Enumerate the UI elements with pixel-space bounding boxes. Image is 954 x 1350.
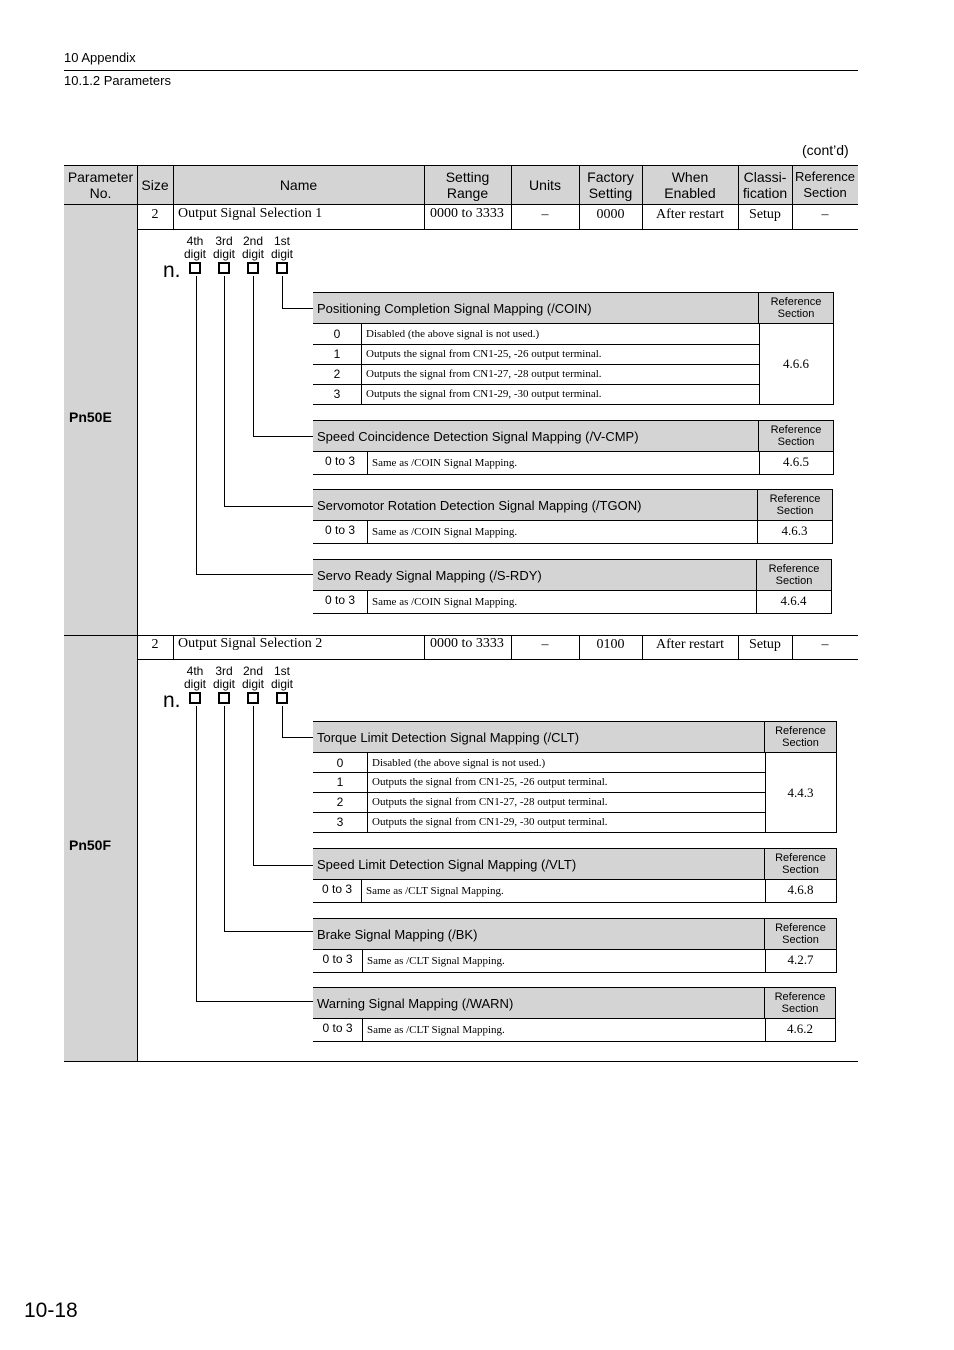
col-when <box>642 165 738 205</box>
param-id-pn50f: Pn50F <box>69 837 112 853</box>
mapping-value: 0 to 3 <box>322 952 353 966</box>
mapping-value: 0 <box>333 327 341 341</box>
mapping-title: Warning Signal Mapping (/WARN) <box>313 987 765 1019</box>
mapping-desc: Same as /COIN Signal Mapping. <box>372 457 518 469</box>
row-divider <box>367 753 368 832</box>
col-param-no-line2: No. <box>89 185 112 201</box>
digit-label-2nd: 2nd digit <box>241 664 264 691</box>
digit-connector <box>224 931 313 932</box>
chapter-header: 10 Appendix <box>64 50 136 65</box>
col-reference-line2: Section <box>803 185 847 200</box>
mapping-title: Speed Coincidence Detection Signal Mapping (/V-CMP) <box>313 420 759 452</box>
digit-connector <box>196 706 197 1001</box>
col-param-no <box>64 165 137 205</box>
row-divider <box>835 1019 836 1041</box>
digit-label-4th: 4th digit <box>183 234 206 261</box>
mapping-desc: Same as /CLT Signal Mapping. <box>367 1024 505 1036</box>
mapping-desc: Outputs the signal from CN1-29, -30 output terminal. <box>366 388 602 400</box>
digit-connector <box>253 436 313 437</box>
row-divider <box>362 950 363 972</box>
mapping-value: 3 <box>333 387 341 401</box>
row-divider <box>173 635 174 659</box>
mapping-title: Servomotor Rotation Detection Signal Mapping (/TGON) <box>313 489 759 521</box>
mapping-ref: 4.6.3 <box>781 523 808 538</box>
reference-section-header: Reference Section <box>758 420 834 452</box>
row-divider <box>313 613 832 614</box>
digit-connector <box>196 1001 313 1002</box>
digit-connector <box>224 506 313 507</box>
pn50e-size: 2 <box>151 207 159 222</box>
pn50f-classification: Setup <box>749 637 781 652</box>
row-divider <box>367 591 368 613</box>
digit-label-2nd: 2nd digit <box>241 234 264 261</box>
reference-section-header: Reference Section <box>757 489 833 521</box>
mapping-value: 2 <box>336 795 344 809</box>
mapping-value: 0 to 3 <box>321 882 353 896</box>
row-divider <box>367 452 368 474</box>
mapping-value: 1 <box>336 775 344 789</box>
continued-label: (cont’d) <box>802 142 849 158</box>
mapping-value: 0 to 3 <box>324 454 356 468</box>
row-divider <box>367 521 368 543</box>
mapping-ref: 4.6.4 <box>780 593 807 608</box>
table-divider <box>511 165 512 205</box>
mapping-ref: 4.6.2 <box>787 1021 813 1036</box>
mapping-desc: Disabled (the above signal is not used.) <box>366 328 540 340</box>
mapping-value: 1 <box>333 347 341 361</box>
col-param-no-line1: Parameter <box>67 169 134 185</box>
digit-connector <box>253 276 254 436</box>
digit-connector <box>282 737 313 738</box>
col-factory-line1: Factory <box>587 169 634 185</box>
mapping-desc: Same as /COIN Signal Mapping. <box>372 526 518 538</box>
digit-connector <box>224 276 225 506</box>
pn50e-range: 0000 to 3333 <box>430 206 504 221</box>
reference-section-header: Reference Section <box>758 292 834 324</box>
reference-section-header: Reference Section <box>764 848 837 880</box>
mapping-desc: Outputs the signal from CN1-27, -28 output terminal. <box>372 796 608 808</box>
mapping-title: Brake Signal Mapping (/BK) <box>313 918 765 950</box>
mapping-title: Positioning Completion Signal Mapping (/COIN) <box>313 292 759 324</box>
pn50f-size: 2 <box>151 637 159 652</box>
col-reference-line1: Reference <box>795 169 855 184</box>
row-divider <box>313 543 833 544</box>
col-when-line2: Enabled <box>664 185 716 201</box>
digit-box-4th <box>189 692 201 704</box>
digit-box-2nd <box>247 262 259 274</box>
digit-label-4th: 4th digit <box>183 664 206 691</box>
mapping-value: 3 <box>336 815 344 829</box>
digit-box-2nd <box>247 692 259 704</box>
digit-prefix: n. <box>163 689 181 712</box>
col-factory-line2: Setting <box>588 185 633 201</box>
mapping-desc: Same as /CLT Signal Mapping. <box>367 955 505 967</box>
digit-box-4th <box>189 262 201 274</box>
digit-label-3rd: 3rd digit <box>212 664 235 691</box>
mapping-value: 2 <box>333 367 341 381</box>
reference-section-header: Reference Section <box>764 918 837 950</box>
mapping-desc: Outputs the signal from CN1-25, -26 output terminal. <box>366 348 602 360</box>
digit-connector <box>196 276 197 574</box>
mapping-value: 0 to 3 <box>324 593 356 607</box>
row-divider <box>831 591 832 613</box>
mapping-desc: Outputs the signal from CN1-29, -30 output terminal. <box>372 816 608 828</box>
mapping-title: Torque Limit Detection Signal Mapping (/CLT) <box>313 721 765 753</box>
table-divider <box>137 165 138 1061</box>
mapping-ref: 4.4.3 <box>787 784 814 800</box>
digit-connector <box>196 574 313 575</box>
pn50f-factory: 0100 <box>596 637 625 652</box>
table-divider <box>424 165 425 205</box>
row-divider <box>313 1041 836 1042</box>
row-divider <box>833 452 834 474</box>
digit-label-3rd: 3rd digit <box>212 234 235 261</box>
pn50f-when: After restart <box>655 637 725 652</box>
row-divider <box>313 972 837 973</box>
reference-section-header: Reference Section <box>756 559 832 591</box>
header-rule <box>64 70 858 71</box>
mapping-title: Speed Limit Detection Signal Mapping (/VLT) <box>313 848 765 880</box>
mapping-value: 0 to 3 <box>322 1021 353 1035</box>
reference-section-header: Reference Section <box>764 721 837 753</box>
row-divider <box>836 753 837 832</box>
pn50f-reference: – <box>821 637 829 652</box>
pn50f-units: – <box>541 637 549 652</box>
row-divider <box>361 880 362 902</box>
pn50e-reference: – <box>821 207 829 222</box>
param-id-pn50e: Pn50E <box>69 409 112 425</box>
digit-connector <box>253 706 254 865</box>
pn50f-name: Output Signal Selection 2 <box>178 636 323 651</box>
digit-connector <box>253 865 313 866</box>
col-setting-range-line1: Setting <box>445 169 490 185</box>
table-bottom-rule <box>64 1061 858 1062</box>
row-divider <box>173 205 174 229</box>
digit-connector <box>282 706 283 737</box>
digit-connector <box>282 308 313 309</box>
mapping-ref: 4.6.5 <box>783 454 809 469</box>
row-divider <box>833 324 834 404</box>
table-divider <box>642 165 643 205</box>
pn50e-classification: Setup <box>749 207 781 222</box>
row-divider <box>313 404 834 405</box>
mapping-ref: 4.6.8 <box>787 882 814 897</box>
col-units: Units <box>529 177 561 193</box>
col-setting-range <box>424 165 511 205</box>
row-divider <box>361 324 362 404</box>
col-classification-line1: Classi- <box>743 169 787 185</box>
mapping-desc: Disabled (the above signal is not used.) <box>372 756 546 769</box>
section-header: 10.1.2 Parameters <box>64 73 171 88</box>
digit-prefix: n. <box>163 259 181 282</box>
row-divider <box>313 832 837 833</box>
mapping-title: Servo Ready Signal Mapping (/S-RDY) <box>313 559 757 591</box>
row-divider <box>832 521 833 543</box>
page-number: 10-18 <box>24 1299 78 1322</box>
digit-box-1st <box>276 692 288 704</box>
row-divider <box>424 205 425 229</box>
digit-label-1st: 1st digit <box>270 234 293 261</box>
mapping-desc: Same as /CLT Signal Mapping. <box>366 885 504 897</box>
pn50e-units: – <box>541 207 549 222</box>
row-divider <box>313 902 837 903</box>
table-divider <box>579 165 580 205</box>
col-classification <box>738 165 792 205</box>
row-divider <box>362 1019 363 1041</box>
row-divider <box>313 474 834 475</box>
col-name: Name <box>279 177 318 193</box>
digit-box-1st <box>276 262 288 274</box>
mapping-value: 0 <box>336 755 344 770</box>
mapping-desc: Same as /COIN Signal Mapping. <box>372 596 518 608</box>
mapping-value: 0 to 3 <box>324 523 356 537</box>
row-divider <box>137 659 858 660</box>
digit-connector <box>224 706 225 931</box>
pn50e-when: After restart <box>655 207 725 222</box>
table-divider <box>792 165 793 205</box>
row-divider <box>836 880 837 902</box>
digit-connector <box>282 276 283 308</box>
col-when-line1: When <box>671 169 709 185</box>
pn50e-name: Output Signal Selection 1 <box>178 206 323 221</box>
row-divider <box>836 950 837 972</box>
mapping-ref: 4.6.6 <box>783 356 809 371</box>
row-divider <box>137 229 858 230</box>
pn50f-range: 0000 to 3333 <box>430 636 504 651</box>
col-size: Size <box>141 177 169 193</box>
pn50e-factory: 0000 <box>596 207 625 222</box>
row-divider <box>424 635 425 659</box>
mapping-desc: Outputs the signal from CN1-27, -28 output terminal. <box>366 368 602 380</box>
param-column <box>64 205 137 1061</box>
mapping-desc: Outputs the signal from CN1-25, -26 output terminal. <box>372 776 608 788</box>
col-reference <box>792 165 858 205</box>
col-factory <box>579 165 642 205</box>
table-divider <box>173 165 174 205</box>
digit-box-3rd <box>218 692 230 704</box>
col-setting-range-line2: Range <box>446 185 489 201</box>
digit-label-1st: 1st digit <box>270 664 293 691</box>
reference-section-header: Reference Section <box>764 987 836 1019</box>
mapping-ref: 4.2.7 <box>787 952 814 967</box>
table-divider <box>738 165 739 205</box>
digit-box-3rd <box>218 262 230 274</box>
col-classification-line2: fication <box>742 185 788 201</box>
